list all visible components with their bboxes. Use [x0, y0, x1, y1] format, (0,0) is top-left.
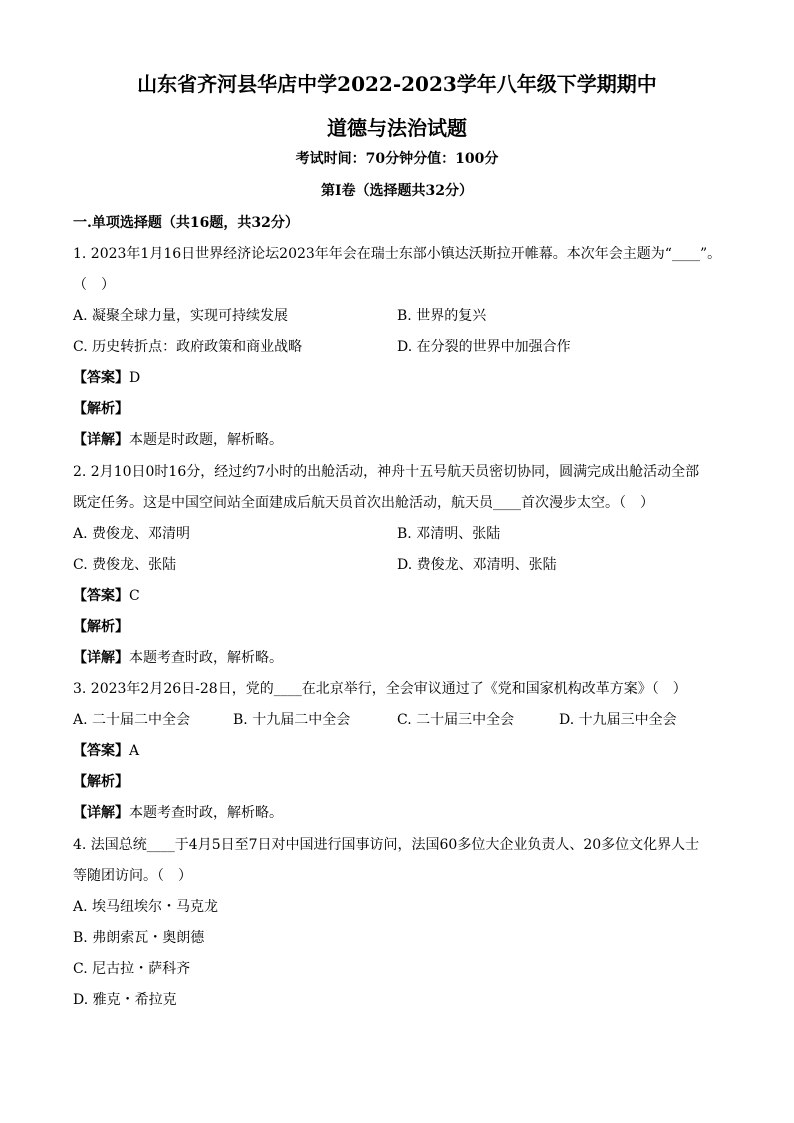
detail-text: 本题考查时政，解析略。 [129, 650, 283, 666]
question-1-option-d: D. 在分裂的世界中加强合作 [397, 339, 571, 355]
question-3-option-d: D. 十九届三中全会 [559, 712, 677, 728]
detail-label: 【详解】 [73, 650, 129, 666]
question-3-option-b: B. 十九届二中全会 [233, 712, 351, 728]
exam-subtitle: 道德与法治试题 [327, 116, 467, 140]
question-2-answer [73, 585, 140, 607]
detail-label: 【详解】 [73, 805, 129, 821]
question-2-option-a: A. 费俊龙、邓清明 [73, 526, 191, 542]
question-3-analysis-label: 【解析】 [73, 774, 129, 790]
answer-value: C [129, 588, 140, 604]
question-3-detail [73, 802, 283, 824]
question-1-option-c: C. 历史转折点：政府政策和商业战略 [73, 339, 303, 355]
question-2-option-b: B. 邓清明、张陆 [397, 526, 501, 542]
question-1-answer [73, 367, 140, 389]
question-2-detail [73, 647, 283, 669]
question-1-option-b: B. 世界的复兴 [397, 308, 487, 324]
question-3-option-a: A. 二十届二中全会 [73, 712, 191, 728]
exam-info: 考试时间：70分钟分值：100分 [295, 151, 499, 167]
answer-label: 【答案】 [73, 743, 129, 759]
question-1-option-a: A. 凝聚全球力量，实现可持续发展 [73, 308, 289, 324]
detail-text: 本题是时政题，解析略。 [129, 432, 283, 448]
question-2-stem-line-1: 2. 2月10日0时16分，经过约7小时的出舱活动，神舟十五号航天员密切协同，圆满完成出舱活动全部 [73, 464, 700, 480]
question-2-option-d: D. 费俊龙、邓清明、张陆 [397, 557, 557, 573]
question-1-stem-line-2: （ ） [73, 277, 115, 293]
detail-text: 本题考查时政，解析略。 [129, 805, 283, 821]
question-2-stem-line-2: 既定任务。这是中国空间站全面建成后航天员首次出舱活动，航天员____首次漫步太空。（ ） [73, 495, 654, 511]
question-4-stem-line-2: 等随团访问。（ ） [73, 868, 192, 884]
question-4-option-d: D. 雅克・希拉克 [73, 992, 177, 1008]
question-3-stem: 3. 2023年2月26日-28日，党的____在北京举行，全会审议通过了《党和国家机构改革方案》（ ） [73, 681, 687, 697]
question-2-option-c: C. 费俊龙、张陆 [73, 557, 177, 573]
detail-label: 【详解】 [73, 432, 129, 448]
answer-label: 【答案】 [73, 588, 129, 604]
question-2-analysis-label: 【解析】 [73, 619, 129, 635]
answer-value: D [129, 370, 141, 386]
answer-label: 【答案】 [73, 370, 129, 386]
answer-value: A [129, 743, 140, 759]
question-4-option-a: A. 埃马纽埃尔・马克龙 [73, 899, 219, 915]
exam-title: 山东省齐河县华店中学2022-2023学年八年级下学期期中 [137, 72, 657, 96]
question-1-detail [73, 429, 283, 451]
section-heading: 一.单项选择题（共16题，共32分） [73, 215, 299, 231]
question-3-option-c: C. 二十届三中全会 [397, 712, 515, 728]
question-4-option-c: C. 尼古拉・萨科齐 [73, 961, 191, 977]
question-4-stem-line-1: 4. 法国总统____于4月5日至7日对中国进行国事访问，法国60多位大企业负责人、20多位文化界人士 [73, 837, 700, 853]
question-3-answer [73, 740, 139, 762]
part-label: 第Ⅰ卷（选择题共32分） [320, 183, 474, 199]
question-4-option-b: B. 弗朗索瓦・奥朗德 [73, 930, 205, 946]
question-1-analysis-label: 【解析】 [73, 401, 129, 417]
question-1-stem-line-1: 1. 2023年1月16日世界经济论坛2023年年会在瑞士东部小镇达沃斯拉开帷幕。本次年会主题为“____”。 [73, 246, 722, 262]
